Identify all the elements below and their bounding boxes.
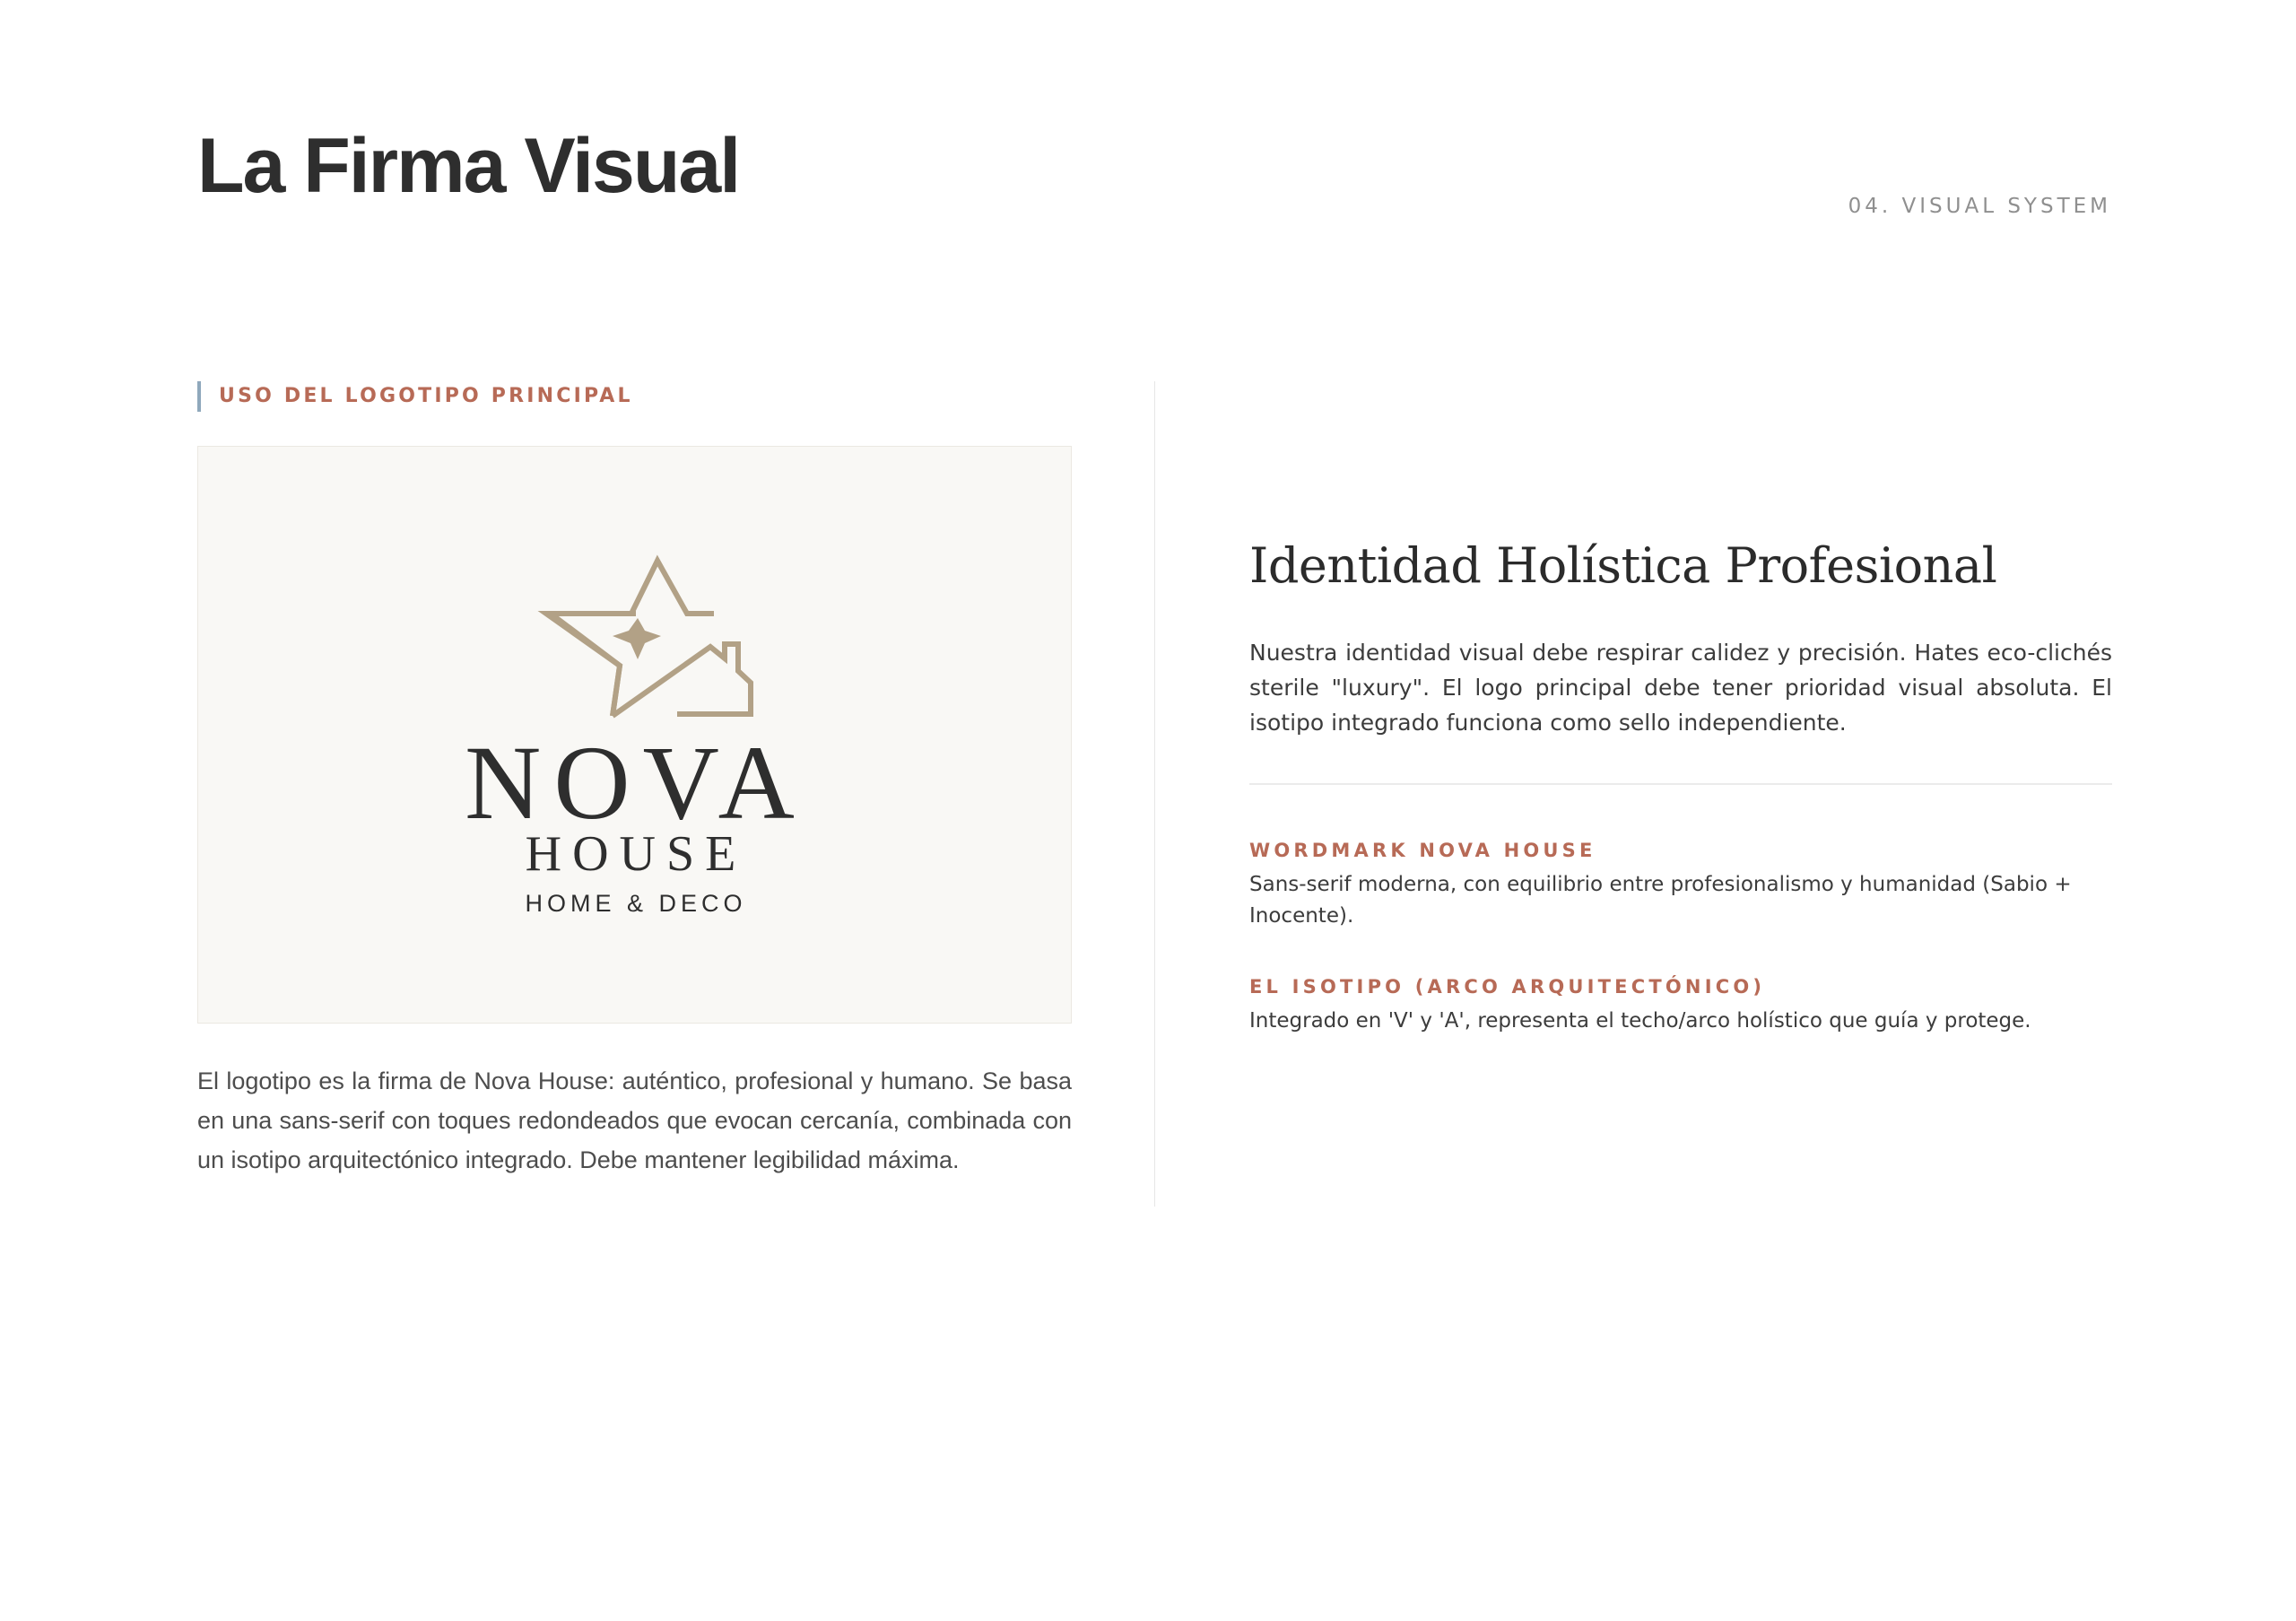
- page-title: La Firma Visual: [197, 123, 740, 209]
- logo-section-label: USO DEL LOGOTIPO PRINCIPAL: [197, 381, 1072, 412]
- feature-wordmark: [1249, 837, 2112, 932]
- logo-description: El logotipo es la firma de Nova House: auténtico, profesional y humano. Se basa en una sans-serif con toques redondeados que evocan cercanía, combinada con un isotipo arquitectónico integrado. Debe mantener legibilidad máxima.: [197, 1068, 1072, 1173]
- feature-description: Sans-serif moderna, con equilibrio entre profesionalismo y humanidad (Sabio + Inocente).: [1249, 873, 2072, 928]
- logo-wordmark-secondary: HOUSE: [525, 826, 747, 882]
- feature-description: Integrado en 'V' y 'A', representa el techo/arco holístico que guía y protege.: [1249, 1009, 2031, 1033]
- section-divider: [1249, 783, 2112, 785]
- logo-wordmark-primary: NOVA: [465, 724, 807, 841]
- identity-section: [1249, 536, 2112, 1037]
- feature-title: WORDMARK NOVA HOUSE: [1249, 840, 1596, 861]
- nova-house-logo: [198, 447, 1071, 1023]
- identity-intro: Nuestra identidad visual debe respirar calidez y precisión. Hates eco-clichés sterile "luxury". El logo principal debe tener prioridad visual absoluta. El isotipo integrado funciona como sello independiente.: [1249, 640, 2112, 736]
- logo-preview: [197, 446, 1072, 1024]
- feature-isotipo: [1249, 973, 2112, 1037]
- column-divider: [1154, 381, 1155, 1207]
- section-tag: 04. VISUAL SYSTEM: [1848, 195, 2111, 218]
- feature-title: EL ISOTIPO (ARCO ARQUITECTÓNICO): [1249, 976, 1766, 998]
- logo-section: [197, 381, 1072, 1180]
- logo-tagline: HOME & DECO: [525, 890, 747, 917]
- identity-title: Identidad Holística Profesional: [1249, 537, 1997, 594]
